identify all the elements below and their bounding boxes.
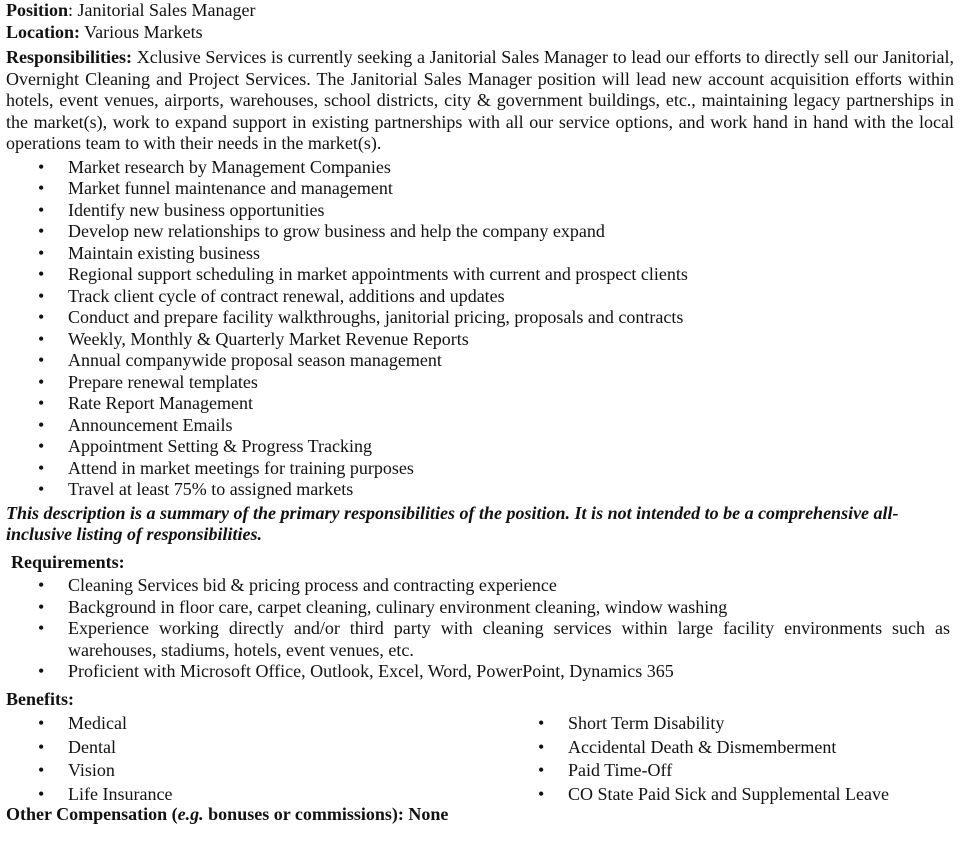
list-item: • Experience working directly and/or third party with cleaning services within large facility environments such as warehouses, stadiums, hotels, event venues, etc. — [68, 618, 954, 661]
list-item: • Attend in market meetings for training purposes — [68, 458, 954, 480]
responsibilities-list — [6, 157, 954, 501]
benefits-column-right — [506, 710, 954, 806]
list-item: • Conduct and prepare facility walkthroughs, janitorial pricing, proposals and contracts — [68, 307, 954, 329]
list-item: • Paid Time-Off — [568, 759, 954, 783]
requirements-list — [6, 575, 954, 683]
list-item: • Rate Report Management — [68, 393, 954, 415]
position-value: : Janitorial Sales Manager — [68, 0, 256, 20]
list-item: • Medical — [68, 712, 506, 736]
list-item: • Develop new relationships to grow business and help the company expand — [68, 221, 954, 243]
list-item: • Prepare renewal templates — [68, 372, 954, 394]
location-value: Various Markets — [80, 21, 203, 42]
list-item: • Track client cycle of contract renewal, additions and updates — [68, 286, 954, 308]
list-item: • Dental — [68, 736, 506, 760]
position-label: Position — [6, 0, 69, 20]
list-item: • Accidental Death & Dismemberment — [568, 736, 954, 760]
list-item: • Regional support scheduling in market appointments with current and prospect clients — [68, 264, 954, 286]
location-label: Location: — [6, 21, 80, 42]
location-line — [6, 22, 954, 44]
list-item: • Background in floor care, carpet cleaning, culinary environment cleaning, window washing — [68, 597, 954, 619]
responsibilities-paragraph — [6, 47, 954, 155]
list-item: • Vision — [68, 759, 506, 783]
benefits-columns — [6, 710, 954, 806]
list-item: • Life Insurance — [68, 783, 506, 807]
benefits-list-right — [506, 712, 954, 806]
other-compensation-post: bonuses or commissions): None — [203, 804, 449, 824]
list-item: • CO State Paid Sick and Supplemental Leave — [568, 783, 954, 807]
other-compensation-pre: Other Compensation ( — [6, 804, 178, 824]
list-item: • Announcement Emails — [68, 415, 954, 437]
list-item: • Proficient with Microsoft Office, Outlook, Excel, Word, PowerPoint, Dynamics 365 — [68, 661, 954, 683]
position-line — [6, 0, 954, 22]
list-item: • Market funnel maintenance and management — [68, 178, 954, 200]
benefits-list-left — [6, 712, 506, 806]
list-item: • Weekly, Monthly & Quarterly Market Revenue Reports — [68, 329, 954, 351]
responsibilities-label: Responsibilities: — [6, 47, 133, 67]
list-item: • Appointment Setting & Progress Tracking — [68, 436, 954, 458]
list-item: • Travel at least 75% to assigned markets — [68, 479, 954, 501]
list-item: • Short Term Disability — [568, 712, 954, 736]
other-compensation-eg: e.g. — [177, 804, 204, 824]
list-item: • Maintain existing business — [68, 243, 954, 265]
requirements-heading: Requirements: — [11, 551, 125, 572]
disclaimer-text: This description is a summary of the primary responsibilities of the position. It is not intended to be a comprehensive all-inclusive listing of responsibilities. — [6, 502, 899, 544]
list-item: • Market research by Management Companies — [68, 157, 954, 179]
responsibilities-text: Xclusive Services is currently seeking a Janitorial Sales Manager to lead our efforts to directly sell our Janitorial, Overnight Cleaning and Project Services. The Janitorial Sales Manager position will lead new account acquisition efforts within hotels, event venues, airports, warehouses, school districts, city & government buildings, etc., maintaining legacy partnerships in the market(s), work to expand support in existing partnerships with all our service options, and work hand in hand with the local operations team to with their needs in the market(s). — [6, 47, 954, 153]
list-item: • Cleaning Services bid & pricing process and contracting experience — [68, 575, 954, 597]
other-compensation-line — [6, 804, 954, 826]
list-item: • Annual companywide proposal season management — [68, 350, 954, 372]
benefits-heading: Benefits: — [6, 688, 74, 709]
list-item: • Identify new business opportunities — [68, 200, 954, 222]
benefits-column-left — [6, 710, 506, 806]
